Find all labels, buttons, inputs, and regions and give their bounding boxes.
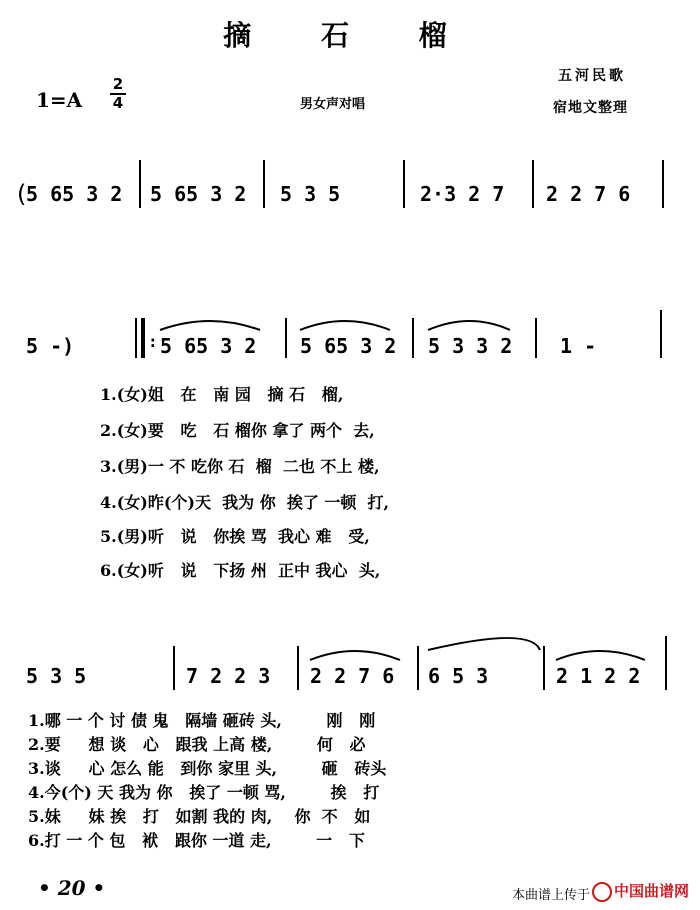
lyric-line-4: 4.今(个) 天 我为 你 挨了 一顿 骂, 挨 打 bbox=[28, 783, 380, 802]
lyric-verse-3: 3.(男)一 不 吃你 石 榴 二也 不上 楼, bbox=[100, 457, 380, 476]
measure: 2·3 2 7 bbox=[420, 182, 505, 206]
measure: 5 65 3 2 bbox=[26, 182, 123, 206]
source-origin: 五河民歌 bbox=[558, 68, 626, 84]
song-title: 摘 石 榴 bbox=[223, 19, 477, 52]
performance-note: 男女声对唱 bbox=[300, 97, 366, 112]
lyric-verse-5: 5.(男)听 说 你挨 骂 我心 难 受, bbox=[100, 527, 370, 546]
repeat-dots: : bbox=[148, 332, 158, 351]
slur bbox=[428, 321, 510, 330]
paren-open: ( bbox=[14, 180, 29, 208]
page-number: • 20 • bbox=[38, 876, 106, 900]
key-signature: 1=A bbox=[36, 88, 83, 112]
measure: 5 65 3 2 bbox=[150, 182, 247, 206]
measure: 2 1 2 2 bbox=[556, 664, 641, 688]
slur bbox=[428, 638, 540, 650]
measure: 5 3 5 bbox=[280, 182, 341, 206]
source-arranger: 宿地文整理 bbox=[553, 100, 628, 116]
lyric-line-5: 5.妹 妹 挨 打 如割 我的 肉, 你 不 如 bbox=[28, 807, 371, 826]
site-logo-icon bbox=[592, 882, 612, 902]
lyric-line-2: 2.要 想 谈 心 跟我 上高 楼, 何 必 bbox=[28, 735, 366, 754]
site-logo bbox=[592, 880, 689, 902]
measure: 5 65 3 2 bbox=[160, 334, 257, 358]
measure: 2 2 7 6 bbox=[310, 664, 395, 688]
lyric-verse-2: 2.(女)要 吃 石 榴你 拿了 两个 去, bbox=[100, 421, 375, 440]
slur bbox=[310, 651, 400, 660]
measure: 1 - bbox=[560, 334, 597, 358]
lyric-verse-1: 1.(女)姐 在 南 园 摘 石 榴, bbox=[100, 385, 344, 404]
slur bbox=[160, 321, 260, 330]
measure: 5 3 3 2 bbox=[428, 334, 513, 358]
measure: 6 5 3 bbox=[428, 664, 489, 688]
slur bbox=[300, 321, 390, 330]
measure: 5 3 5 bbox=[26, 664, 87, 688]
time-numerator: 2 bbox=[110, 76, 126, 95]
time-denominator: 4 bbox=[112, 94, 124, 112]
measure: 2 2 7 6 bbox=[546, 182, 631, 206]
slur bbox=[556, 651, 645, 660]
lyric-line-6: 6.打 一 个 包 袱 跟你 一道 走, 一 下 bbox=[28, 831, 365, 850]
site-name: 中国曲谱网 bbox=[614, 882, 690, 900]
lyric-verse-6: 6.(女)听 说 下扬 州 正中 我心 头, bbox=[100, 561, 381, 580]
lyric-verse-4: 4.(女)昨(个)天 我为 你 挨了 一顿 打, bbox=[100, 493, 390, 512]
measure: 5 65 3 2 bbox=[300, 334, 397, 358]
lyric-line-1: 1.哪 一 个 讨 债 鬼 隔墙 砸砖 头, 刚 刚 bbox=[28, 711, 376, 730]
upload-credit: 本曲谱上传于 bbox=[512, 888, 591, 903]
lyric-line-3: 3.谈 心 怎么 能 到你 家里 头, 砸 砖头 bbox=[28, 759, 387, 778]
measure: 7 2 2 3 bbox=[186, 664, 271, 688]
intro-measure: 5 -) bbox=[26, 334, 75, 358]
